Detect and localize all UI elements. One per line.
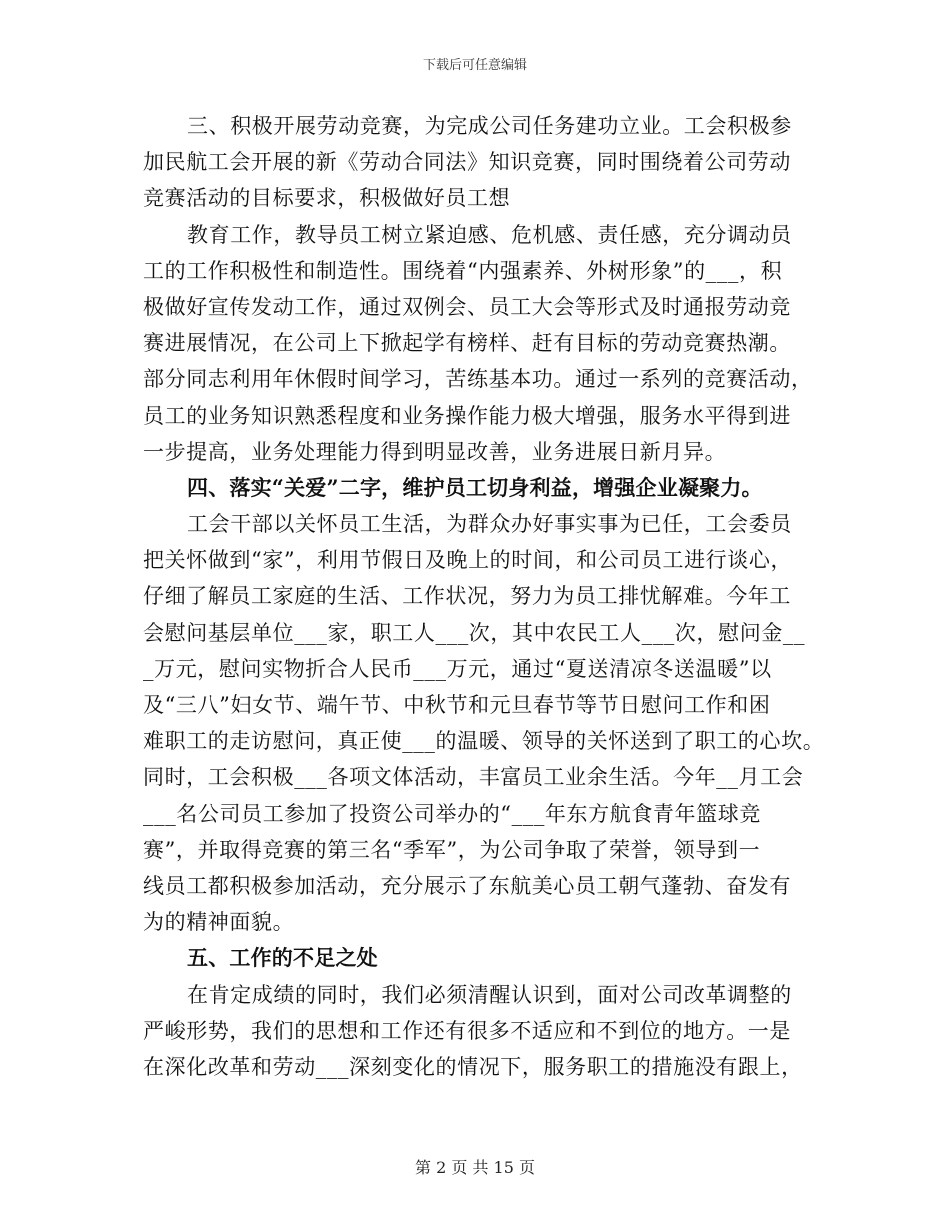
body-text-line: 及“三八”妇女节、端午节、中秋节和元旦春节等节日慰问工作和困 — [143, 693, 771, 717]
body-text-line: 教育工作，教导员工树立紧迫感、危机感、责任感，充分调动员 — [187, 222, 792, 247]
body-text-line: 同时，工会积极___各项文体活动，丰富员工业余生活。今年__月工会 — [143, 765, 804, 790]
body-text-line: 会慰问基层单位___家，职工人___次，其中农民工人___次，慰问金__ — [143, 620, 806, 645]
body-text-line: 竞赛活动的目标要求，积极做好员工想 — [143, 186, 511, 211]
section-heading-line: 五、工作的不足之处 — [187, 945, 378, 971]
body-text-line: 加民航工会开展的新《劳动合同法》知识竞赛，同时围绕着公司劳动 — [143, 150, 791, 175]
body-text-line: 为的精神面貌。 — [143, 910, 295, 935]
document-body — [143, 108, 825, 1085]
body-text-line: 三、积极开展劳动竞赛，为完成公司任务建功立业。工会积极参 — [187, 114, 792, 138]
body-text-line: 工的工作积极性和制造性。围绕着“内强素养、外树形象”的___，积 — [143, 258, 783, 283]
body-text-line: 在肯定成绩的同时，我们必须清醒认识到，面对公司改革调整的 — [187, 982, 792, 1007]
body-text-line: 线员工都积极参加活动，充分展示了东航美心员工朝气蓬勃、奋发有 — [143, 873, 791, 898]
body-text-line: 严峻形势，我们的思想和工作还有很多不适应和不到位的地方。一是 — [143, 1018, 791, 1043]
body-text-line: 部分同志利用年休假时间学习，苦练基本功。通过一系列的竞赛活动， — [143, 367, 813, 392]
body-text-line: 赛进展情况，在公司上下掀起学有榜样、赶有目标的劳动竞赛热潮。 — [143, 331, 791, 356]
page-footer: 第 2 页 共 15 页 — [415, 1158, 535, 1177]
page-header: 下载后可任意编辑 — [422, 58, 527, 73]
body-text-line: 在深化改革和劳动___深刻变化的情况下，服务职工的措施没有跟上， — [143, 1054, 803, 1079]
body-text-line: 极做好宣传发动工作，通过双例会、员工大会等形式及时通报劳动竞 — [143, 294, 791, 319]
body-text-line: 把关怀做到“家”，利用节假日及晚上的时间，和公司员工进行谈心， — [143, 548, 793, 573]
body-text-line: 一步提高，业务处理能力得到明显改善，业务进展日新月异。 — [143, 439, 727, 464]
body-text-line: 仔细了解员工家庭的生活、工作状况，努力为员工排忧解难。今年工 — [143, 584, 791, 609]
body-text-line: _万元，慰问实物折合人民币___万元，通过“夏送清凉冬送温暖”以 — [143, 656, 772, 681]
body-text-line: 员工的业务知识熟悉程度和业务操作能力极大增强，服务水平得到进 — [143, 403, 791, 428]
body-text-line: 工会干部以关怀员工生活，为群众办好事实事为已任，工会委员 — [187, 512, 792, 537]
body-text-line: 难职工的走访慰问，真正使___的温暖、领导的关怀送到了职工的心坎。 — [143, 729, 825, 754]
section-heading-line: 四、落实“关爱”二字，维护员工切身利益，增强企业凝聚力。 — [187, 474, 763, 500]
body-text-line: ___名公司员工参加了投资公司举办的“___年东方航食青年篮球竞 — [143, 801, 761, 826]
body-text-line: 赛”，并取得竞赛的第三名“季军”，为公司争取了荣誉，领导到一 — [143, 837, 761, 862]
